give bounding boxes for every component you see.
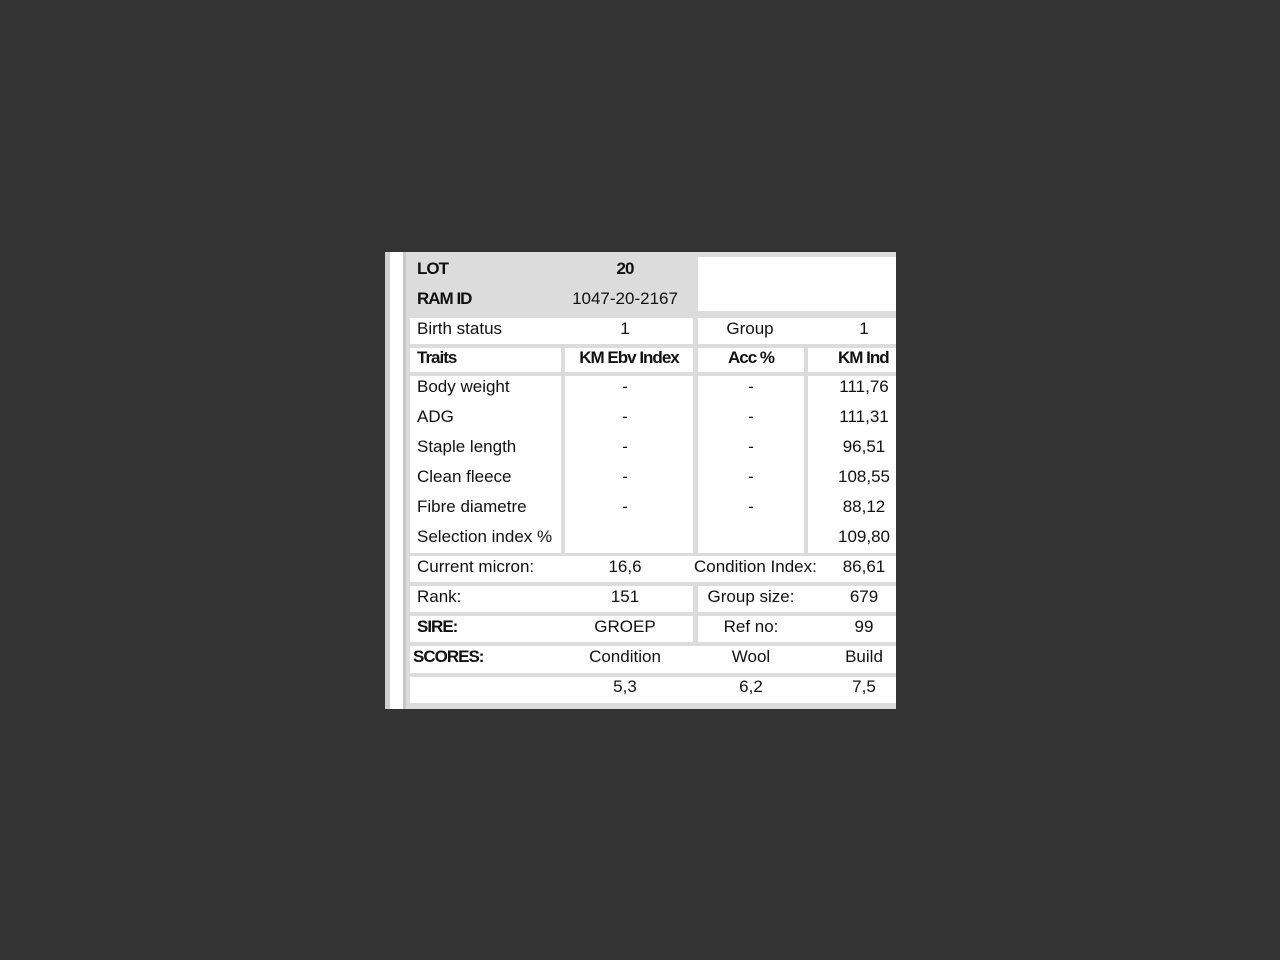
ram-lot-sheet bbox=[385, 252, 896, 709]
trait-ebv: - bbox=[622, 497, 628, 516]
trait-ebv bbox=[565, 522, 685, 552]
condition-index-value: 86,61 bbox=[842, 557, 886, 576]
score-header-wool: Wool bbox=[731, 647, 771, 666]
trait-ebv: - bbox=[622, 407, 628, 426]
trait-acc: - bbox=[748, 407, 754, 426]
lot-label: LOT bbox=[417, 259, 448, 278]
trait-name: Fibre diametre bbox=[417, 497, 527, 516]
trait-acc: - bbox=[748, 497, 754, 516]
trait-acc: - bbox=[748, 377, 754, 396]
trait-ebv: - bbox=[622, 437, 628, 456]
trait-name: Staple length bbox=[417, 437, 517, 456]
ebv-column-header: KM Ebv Index bbox=[579, 348, 679, 367]
trait-acc bbox=[698, 522, 804, 552]
ram-id-value: 1047-20-2167 bbox=[572, 289, 678, 308]
trait-name: Body weight bbox=[417, 377, 510, 396]
trait-acc: - bbox=[748, 467, 754, 486]
trait-ind: 88,12 bbox=[842, 497, 886, 516]
trait-name: Clean fleece bbox=[417, 467, 512, 486]
group-size-label: Group size: bbox=[707, 587, 795, 606]
sire-value: GROEP bbox=[594, 617, 656, 636]
group-label: Group bbox=[726, 319, 774, 338]
scores-label: SCORES: bbox=[413, 647, 484, 666]
trait-ebv: - bbox=[622, 467, 628, 486]
ram-id-label: RAM ID bbox=[417, 289, 472, 308]
group-value: 1 bbox=[859, 319, 869, 338]
score-value-condition: 5,3 bbox=[613, 677, 637, 696]
birth-status-value: 1 bbox=[620, 319, 630, 338]
condition-index-label: Condition Index: bbox=[694, 557, 817, 576]
score-header-condition: Condition bbox=[589, 647, 661, 666]
trait-ind: 109,80 bbox=[838, 527, 890, 546]
trait-ind: 96,51 bbox=[842, 437, 886, 456]
trait-name: Selection index % bbox=[417, 527, 553, 546]
ind-column-header: KM Ind bbox=[838, 348, 889, 367]
sheet-margin bbox=[390, 252, 403, 709]
trait-ebv: - bbox=[622, 377, 628, 396]
ref-no-label: Ref no: bbox=[723, 617, 779, 636]
score-value-wool: 6,2 bbox=[739, 677, 763, 696]
current-micron-value: 16,6 bbox=[608, 557, 642, 576]
trait-ind: 111,31 bbox=[839, 407, 889, 426]
sire-label: SIRE: bbox=[417, 617, 458, 636]
score-value-build: 7,5 bbox=[852, 677, 876, 696]
traits-column-header: Traits bbox=[417, 348, 457, 367]
sheet-margin-line bbox=[403, 252, 406, 709]
acc-column-header: Acc % bbox=[727, 348, 775, 367]
rank-label: Rank: bbox=[417, 587, 462, 606]
trait-ind: 111,76 bbox=[839, 377, 889, 396]
rank-value: 151 bbox=[610, 587, 640, 606]
current-micron-label: Current micron: bbox=[417, 557, 535, 576]
header-blank-box bbox=[698, 257, 896, 311]
score-header-build: Build bbox=[845, 647, 883, 666]
ref-no-value: 99 bbox=[854, 617, 874, 636]
group-size-value: 679 bbox=[849, 587, 879, 606]
lot-value: 20 bbox=[616, 259, 634, 278]
trait-name: ADG bbox=[417, 407, 454, 426]
trait-acc: - bbox=[748, 437, 754, 456]
trait-ind: 108,55 bbox=[838, 467, 890, 486]
birth-status-label: Birth status bbox=[417, 319, 503, 338]
